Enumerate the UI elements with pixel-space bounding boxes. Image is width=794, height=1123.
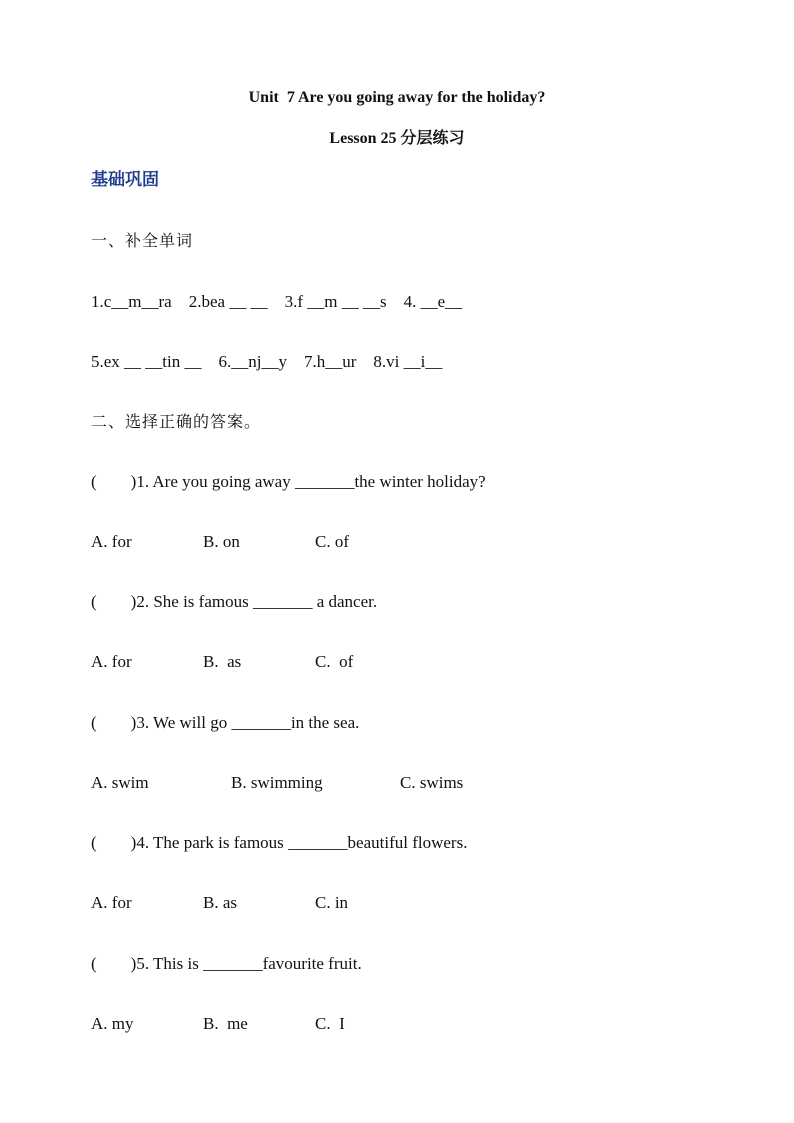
- page-title: Unit 7 Are you going away for the holiday?: [248, 89, 546, 106]
- page-subtitle: Lesson 25 分层练习: [329, 130, 465, 147]
- part2-heading: 二、选择正确的答案。: [91, 412, 262, 431]
- question-5-option-c: C. I: [315, 1014, 345, 1033]
- question-2: ( )2. She is famous _______ a dancer.: [91, 592, 378, 611]
- question-5-option-a: A. my: [91, 1014, 134, 1033]
- question-3-option-c: C. swims: [400, 773, 464, 792]
- question-1-option-b: B. on: [203, 532, 240, 551]
- question-3-option-a: A. swim: [91, 773, 149, 792]
- fill-words-row-1: 1.c__m__ra 2.bea __ __ 3.f __m __ __s 4. __e__: [91, 292, 463, 311]
- question-2-option-c: C. of: [315, 652, 354, 671]
- question-1-option-c: C. of: [315, 532, 349, 551]
- fill-words-row-2: 5.ex __ __tin __ 6.__nj__y 7.h__ur 8.vi __i__: [91, 352, 443, 371]
- question-5: ( )5. This is _______favourite fruit.: [91, 954, 362, 973]
- part1-heading: 一、补全单词: [91, 231, 194, 250]
- question-3-option-b: B. swimming: [231, 773, 323, 792]
- question-5-option-b: B. me: [203, 1014, 248, 1033]
- question-4-option-c: C. in: [315, 893, 349, 912]
- question-4-option-b: B. as: [203, 893, 237, 912]
- question-2-option-a: A. for: [91, 652, 132, 671]
- question-4-option-a: A. for: [91, 893, 132, 912]
- section-heading: 基础巩固: [91, 170, 159, 189]
- question-4: ( )4. The park is famous _______beautiful flowers.: [91, 833, 468, 852]
- question-3: ( )3. We will go _______in the sea.: [91, 713, 360, 732]
- question-1: ( )1. Are you going away _______the winter holiday?: [91, 472, 486, 491]
- question-2-option-b: B. as: [203, 652, 242, 671]
- question-1-option-a: A. for: [91, 532, 132, 551]
